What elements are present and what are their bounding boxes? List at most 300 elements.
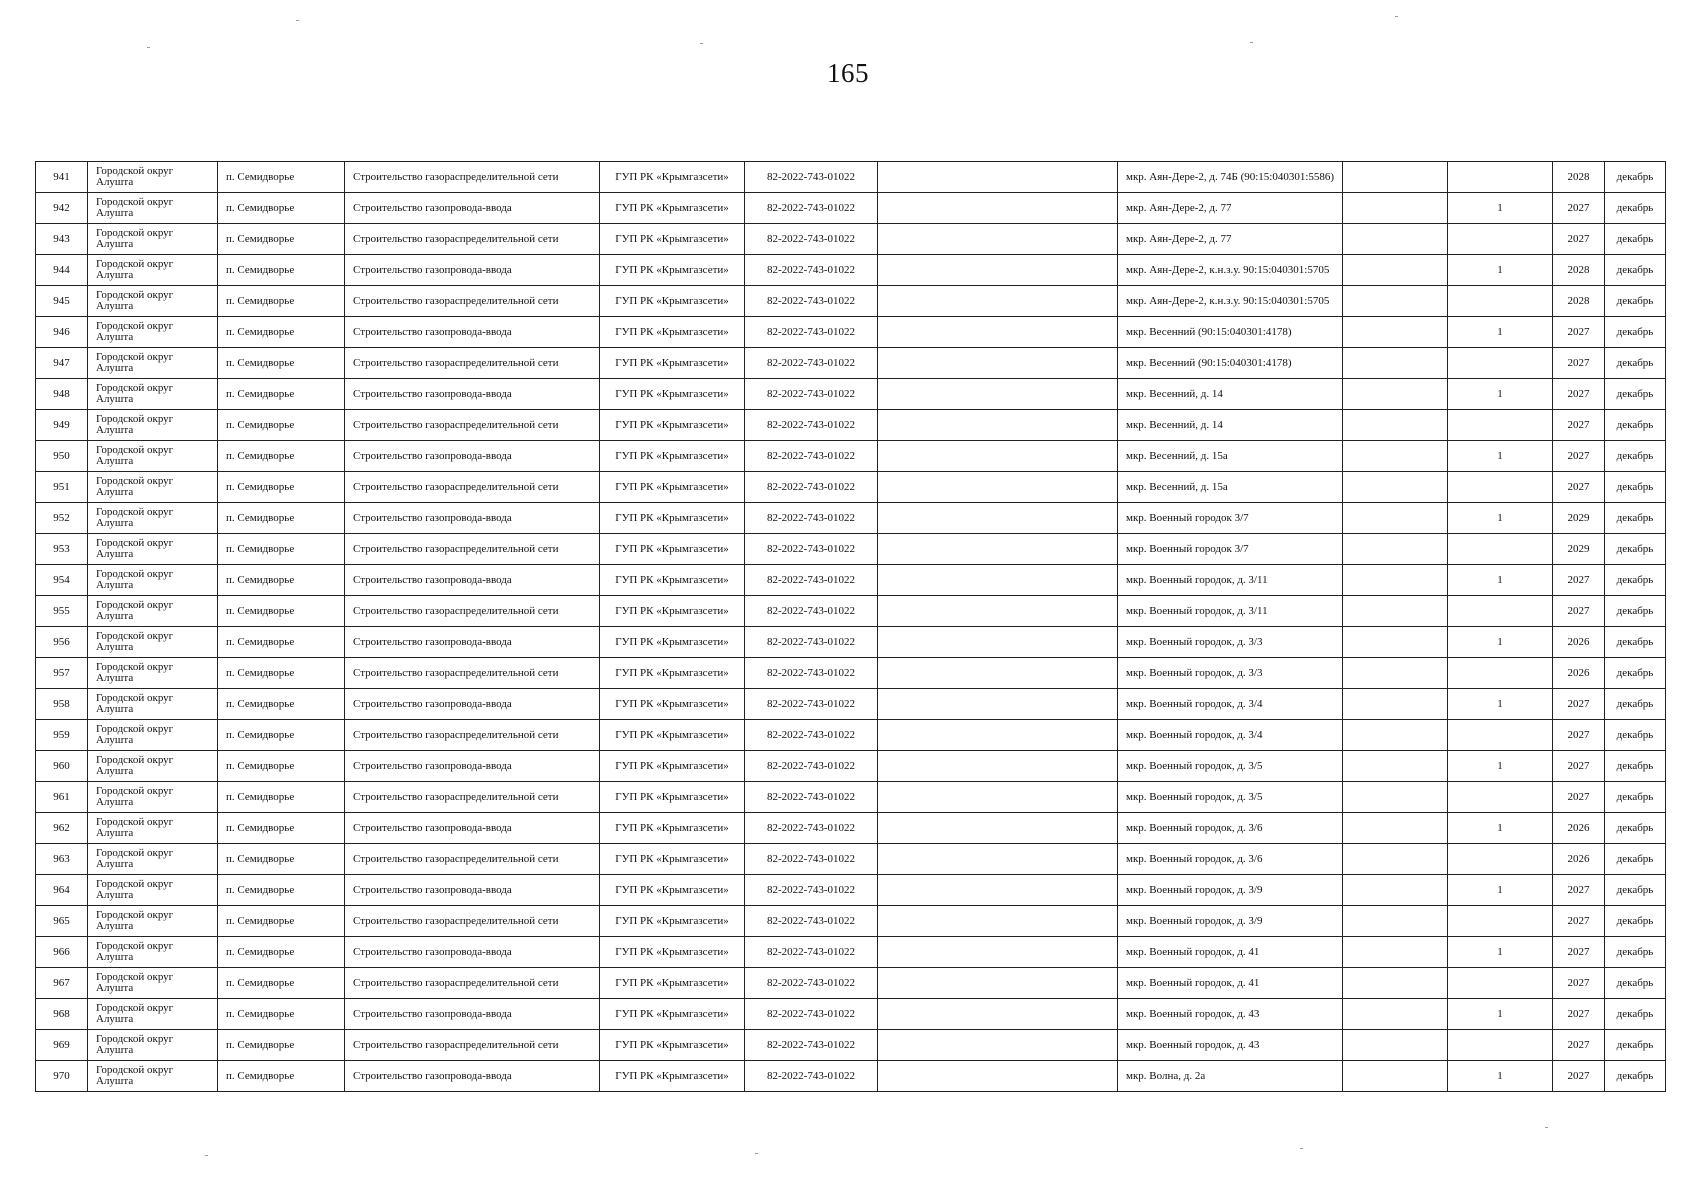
empty-cell bbox=[878, 968, 1118, 999]
address-cell: мкр. Военный городок, д. 3/6 bbox=[1118, 813, 1343, 844]
address-cell: мкр. Военный городок, д. 3/5 bbox=[1118, 751, 1343, 782]
empty-cell bbox=[878, 224, 1118, 255]
address-cell: мкр. Весенний (90:15:040301:4178) bbox=[1118, 317, 1343, 348]
register-table bbox=[35, 161, 1666, 1092]
table-row bbox=[36, 379, 1666, 410]
district-cell: Городской округ Алушта bbox=[88, 317, 218, 348]
address-cell: мкр. Военный городок, д. 3/3 bbox=[1118, 658, 1343, 689]
empty-cell bbox=[878, 162, 1118, 193]
organization-cell: ГУП РК «Крымгазсети» bbox=[600, 844, 745, 875]
program-code-cell: 82-2022-743-01022 bbox=[745, 472, 878, 503]
empty-cell bbox=[878, 193, 1118, 224]
work-type-cell: Строительство газораспределительной сети bbox=[345, 968, 600, 999]
month-cell: декабрь bbox=[1605, 937, 1666, 968]
year-cell: 2026 bbox=[1553, 627, 1605, 658]
row-number: 955 bbox=[36, 596, 88, 627]
empty-cell bbox=[878, 503, 1118, 534]
year-cell: 2029 bbox=[1553, 503, 1605, 534]
district-cell: Городской округ Алушта bbox=[88, 162, 218, 193]
organization-cell: ГУП РК «Крымгазсети» bbox=[600, 968, 745, 999]
district-cell: Городской округ Алушта bbox=[88, 534, 218, 565]
year-cell: 2027 bbox=[1553, 317, 1605, 348]
row-number: 946 bbox=[36, 317, 88, 348]
empty-cell bbox=[878, 317, 1118, 348]
settlement-cell: п. Семидворье bbox=[218, 162, 345, 193]
settlement-cell: п. Семидворье bbox=[218, 937, 345, 968]
organization-cell: ГУП РК «Крымгазсети» bbox=[600, 782, 745, 813]
district-cell: Городской округ Алушта bbox=[88, 286, 218, 317]
month-cell: декабрь bbox=[1605, 720, 1666, 751]
empty-cell bbox=[1343, 441, 1448, 472]
empty-cell bbox=[878, 596, 1118, 627]
address-cell: мкр. Военный городок, д. 41 bbox=[1118, 968, 1343, 999]
table-row bbox=[36, 999, 1666, 1030]
organization-cell: ГУП РК «Крымгазсети» bbox=[600, 255, 745, 286]
work-type-cell: Строительство газопровода-ввода bbox=[345, 255, 600, 286]
table-row bbox=[36, 875, 1666, 906]
settlement-cell: п. Семидворье bbox=[218, 286, 345, 317]
work-type-cell: Строительство газораспределительной сети bbox=[345, 162, 600, 193]
settlement-cell: п. Семидворье bbox=[218, 875, 345, 906]
address-cell: мкр. Военный городок, д. 3/4 bbox=[1118, 689, 1343, 720]
row-number: 956 bbox=[36, 627, 88, 658]
program-code-cell: 82-2022-743-01022 bbox=[745, 224, 878, 255]
program-code-cell: 82-2022-743-01022 bbox=[745, 286, 878, 317]
work-type-cell: Строительство газопровода-ввода bbox=[345, 441, 600, 472]
table-row bbox=[36, 968, 1666, 999]
address-cell: мкр. Военный городок, д. 3/6 bbox=[1118, 844, 1343, 875]
program-code-cell: 82-2022-743-01022 bbox=[745, 720, 878, 751]
scan-speck bbox=[147, 47, 150, 48]
month-cell: декабрь bbox=[1605, 999, 1666, 1030]
empty-cell bbox=[878, 751, 1118, 782]
count-cell bbox=[1448, 968, 1553, 999]
row-number: 961 bbox=[36, 782, 88, 813]
district-cell: Городской округ Алушта bbox=[88, 782, 218, 813]
work-type-cell: Строительство газораспределительной сети bbox=[345, 224, 600, 255]
count-cell bbox=[1448, 720, 1553, 751]
district-cell: Городской округ Алушта bbox=[88, 968, 218, 999]
year-cell: 2027 bbox=[1553, 410, 1605, 441]
year-cell: 2027 bbox=[1553, 1030, 1605, 1061]
address-cell: мкр. Военный городок, д. 3/4 bbox=[1118, 720, 1343, 751]
organization-cell: ГУП РК «Крымгазсети» bbox=[600, 317, 745, 348]
row-number: 963 bbox=[36, 844, 88, 875]
count-cell bbox=[1448, 844, 1553, 875]
organization-cell: ГУП РК «Крымгазсети» bbox=[600, 379, 745, 410]
settlement-cell: п. Семидворье bbox=[218, 410, 345, 441]
district-cell: Городской округ Алушта bbox=[88, 441, 218, 472]
row-number: 960 bbox=[36, 751, 88, 782]
count-cell bbox=[1448, 1030, 1553, 1061]
district-cell: Городской округ Алушта bbox=[88, 844, 218, 875]
settlement-cell: п. Семидворье bbox=[218, 658, 345, 689]
settlement-cell: п. Семидворье bbox=[218, 968, 345, 999]
empty-cell bbox=[878, 1030, 1118, 1061]
empty-cell bbox=[1343, 410, 1448, 441]
program-code-cell: 82-2022-743-01022 bbox=[745, 689, 878, 720]
year-cell: 2026 bbox=[1553, 658, 1605, 689]
work-type-cell: Строительство газораспределительной сети bbox=[345, 720, 600, 751]
month-cell: декабрь bbox=[1605, 968, 1666, 999]
count-cell: 1 bbox=[1448, 441, 1553, 472]
scan-speck bbox=[755, 1153, 758, 1154]
table-row bbox=[36, 410, 1666, 441]
work-type-cell: Строительство газораспределительной сети bbox=[345, 658, 600, 689]
address-cell: мкр. Аян-Дере-2, д. 77 bbox=[1118, 193, 1343, 224]
year-cell: 2027 bbox=[1553, 565, 1605, 596]
scan-speck bbox=[296, 20, 299, 21]
program-code-cell: 82-2022-743-01022 bbox=[745, 875, 878, 906]
program-code-cell: 82-2022-743-01022 bbox=[745, 813, 878, 844]
empty-cell bbox=[878, 720, 1118, 751]
address-cell: мкр. Военный городок 3/7 bbox=[1118, 534, 1343, 565]
work-type-cell: Строительство газопровода-ввода bbox=[345, 193, 600, 224]
table-row bbox=[36, 441, 1666, 472]
table-row bbox=[36, 534, 1666, 565]
page-number: 165 bbox=[827, 58, 869, 88]
organization-cell: ГУП РК «Крымгазсети» bbox=[600, 658, 745, 689]
month-cell: декабрь bbox=[1605, 844, 1666, 875]
month-cell: декабрь bbox=[1605, 627, 1666, 658]
empty-cell bbox=[1343, 689, 1448, 720]
row-number: 967 bbox=[36, 968, 88, 999]
month-cell: декабрь bbox=[1605, 689, 1666, 720]
empty-cell bbox=[1343, 565, 1448, 596]
district-cell: Городской округ Алушта bbox=[88, 937, 218, 968]
settlement-cell: п. Семидворье bbox=[218, 317, 345, 348]
empty-cell bbox=[878, 813, 1118, 844]
settlement-cell: п. Семидворье bbox=[218, 782, 345, 813]
settlement-cell: п. Семидворье bbox=[218, 906, 345, 937]
year-cell: 2026 bbox=[1553, 844, 1605, 875]
settlement-cell: п. Семидворье bbox=[218, 255, 345, 286]
row-number: 966 bbox=[36, 937, 88, 968]
table-row bbox=[36, 937, 1666, 968]
work-type-cell: Строительство газопровода-ввода bbox=[345, 751, 600, 782]
count-cell bbox=[1448, 906, 1553, 937]
address-cell: мкр. Весенний, д. 15а bbox=[1118, 441, 1343, 472]
count-cell bbox=[1448, 596, 1553, 627]
work-type-cell: Строительство газопровода-ввода bbox=[345, 503, 600, 534]
row-number: 969 bbox=[36, 1030, 88, 1061]
work-type-cell: Строительство газопровода-ввода bbox=[345, 317, 600, 348]
organization-cell: ГУП РК «Крымгазсети» bbox=[600, 472, 745, 503]
district-cell: Городской округ Алушта bbox=[88, 193, 218, 224]
scan-speck bbox=[205, 1155, 208, 1156]
organization-cell: ГУП РК «Крымгазсети» bbox=[600, 813, 745, 844]
count-cell bbox=[1448, 224, 1553, 255]
settlement-cell: п. Семидворье bbox=[218, 379, 345, 410]
count-cell bbox=[1448, 472, 1553, 503]
month-cell: декабрь bbox=[1605, 348, 1666, 379]
district-cell: Городской округ Алушта bbox=[88, 503, 218, 534]
table-row bbox=[36, 503, 1666, 534]
organization-cell: ГУП РК «Крымгазсети» bbox=[600, 1061, 745, 1092]
empty-cell bbox=[1343, 999, 1448, 1030]
month-cell: декабрь bbox=[1605, 441, 1666, 472]
organization-cell: ГУП РК «Крымгазсети» bbox=[600, 348, 745, 379]
empty-cell bbox=[878, 348, 1118, 379]
table-row bbox=[36, 596, 1666, 627]
work-type-cell: Строительство газопровода-ввода bbox=[345, 1061, 600, 1092]
count-cell: 1 bbox=[1448, 503, 1553, 534]
settlement-cell: п. Семидворье bbox=[218, 813, 345, 844]
count-cell: 1 bbox=[1448, 813, 1553, 844]
organization-cell: ГУП РК «Крымгазсети» bbox=[600, 689, 745, 720]
table-row bbox=[36, 565, 1666, 596]
work-type-cell: Строительство газораспределительной сети bbox=[345, 596, 600, 627]
address-cell: мкр. Весенний, д. 15а bbox=[1118, 472, 1343, 503]
program-code-cell: 82-2022-743-01022 bbox=[745, 162, 878, 193]
year-cell: 2028 bbox=[1553, 162, 1605, 193]
settlement-cell: п. Семидворье bbox=[218, 844, 345, 875]
row-number: 952 bbox=[36, 503, 88, 534]
table-row bbox=[36, 193, 1666, 224]
organization-cell: ГУП РК «Крымгазсети» bbox=[600, 875, 745, 906]
empty-cell bbox=[878, 658, 1118, 689]
district-cell: Городской округ Алушта bbox=[88, 255, 218, 286]
organization-cell: ГУП РК «Крымгазсети» bbox=[600, 627, 745, 658]
table-row bbox=[36, 844, 1666, 875]
district-cell: Городской округ Алушта bbox=[88, 1061, 218, 1092]
settlement-cell: п. Семидворье bbox=[218, 348, 345, 379]
count-cell: 1 bbox=[1448, 565, 1553, 596]
row-number: 953 bbox=[36, 534, 88, 565]
organization-cell: ГУП РК «Крымгазсети» bbox=[600, 720, 745, 751]
month-cell: декабрь bbox=[1605, 1030, 1666, 1061]
table-row bbox=[36, 627, 1666, 658]
count-cell: 1 bbox=[1448, 255, 1553, 286]
table-row bbox=[36, 1030, 1666, 1061]
address-cell: мкр. Военный городок, д. 3/3 bbox=[1118, 627, 1343, 658]
program-code-cell: 82-2022-743-01022 bbox=[745, 441, 878, 472]
empty-cell bbox=[1343, 1030, 1448, 1061]
empty-cell bbox=[1343, 627, 1448, 658]
work-type-cell: Строительство газораспределительной сети bbox=[345, 906, 600, 937]
empty-cell bbox=[878, 906, 1118, 937]
empty-cell bbox=[1343, 720, 1448, 751]
month-cell: декабрь bbox=[1605, 751, 1666, 782]
row-number: 957 bbox=[36, 658, 88, 689]
year-cell: 2027 bbox=[1553, 720, 1605, 751]
row-number: 945 bbox=[36, 286, 88, 317]
table-row bbox=[36, 782, 1666, 813]
scan-speck bbox=[700, 43, 703, 44]
table-row bbox=[36, 162, 1666, 193]
district-cell: Городской округ Алушта bbox=[88, 565, 218, 596]
empty-cell bbox=[1343, 782, 1448, 813]
year-cell: 2027 bbox=[1553, 472, 1605, 503]
address-cell: мкр. Военный городок, д. 3/9 bbox=[1118, 906, 1343, 937]
month-cell: декабрь bbox=[1605, 906, 1666, 937]
program-code-cell: 82-2022-743-01022 bbox=[745, 255, 878, 286]
year-cell: 2027 bbox=[1553, 1061, 1605, 1092]
district-cell: Городской округ Алушта bbox=[88, 875, 218, 906]
empty-cell bbox=[1343, 224, 1448, 255]
table-row bbox=[36, 720, 1666, 751]
empty-cell bbox=[1343, 317, 1448, 348]
year-cell: 2027 bbox=[1553, 379, 1605, 410]
district-cell: Городской округ Алушта bbox=[88, 348, 218, 379]
empty-cell bbox=[1343, 751, 1448, 782]
empty-cell bbox=[1343, 937, 1448, 968]
year-cell: 2027 bbox=[1553, 689, 1605, 720]
table-row bbox=[36, 906, 1666, 937]
month-cell: декабрь bbox=[1605, 410, 1666, 441]
district-cell: Городской округ Алушта bbox=[88, 906, 218, 937]
address-cell: мкр. Военный городок 3/7 bbox=[1118, 503, 1343, 534]
year-cell: 2027 bbox=[1553, 224, 1605, 255]
empty-cell bbox=[878, 286, 1118, 317]
count-cell: 1 bbox=[1448, 627, 1553, 658]
work-type-cell: Строительство газораспределительной сети bbox=[345, 844, 600, 875]
organization-cell: ГУП РК «Крымгазсети» bbox=[600, 937, 745, 968]
organization-cell: ГУП РК «Крымгазсети» bbox=[600, 596, 745, 627]
empty-cell bbox=[878, 441, 1118, 472]
empty-cell bbox=[1343, 596, 1448, 627]
table-row bbox=[36, 751, 1666, 782]
program-code-cell: 82-2022-743-01022 bbox=[745, 503, 878, 534]
empty-cell bbox=[1343, 162, 1448, 193]
table-row bbox=[36, 224, 1666, 255]
district-cell: Городской округ Алушта bbox=[88, 1030, 218, 1061]
empty-cell bbox=[1343, 875, 1448, 906]
district-cell: Городской округ Алушта bbox=[88, 689, 218, 720]
month-cell: декабрь bbox=[1605, 224, 1666, 255]
year-cell: 2028 bbox=[1553, 286, 1605, 317]
address-cell: мкр. Военный городок, д. 43 bbox=[1118, 1030, 1343, 1061]
district-cell: Городской округ Алушта bbox=[88, 224, 218, 255]
row-number: 959 bbox=[36, 720, 88, 751]
program-code-cell: 82-2022-743-01022 bbox=[745, 1061, 878, 1092]
empty-cell bbox=[1343, 348, 1448, 379]
empty-cell bbox=[1343, 379, 1448, 410]
count-cell: 1 bbox=[1448, 1061, 1553, 1092]
program-code-cell: 82-2022-743-01022 bbox=[745, 937, 878, 968]
settlement-cell: п. Семидворье bbox=[218, 565, 345, 596]
row-number: 942 bbox=[36, 193, 88, 224]
row-number: 965 bbox=[36, 906, 88, 937]
work-type-cell: Строительство газораспределительной сети bbox=[345, 472, 600, 503]
address-cell: мкр. Аян-Дере-2, к.н.з.у. 90:15:040301:5705 bbox=[1118, 255, 1343, 286]
month-cell: декабрь bbox=[1605, 193, 1666, 224]
work-type-cell: Строительство газопровода-ввода bbox=[345, 565, 600, 596]
program-code-cell: 82-2022-743-01022 bbox=[745, 968, 878, 999]
count-cell bbox=[1448, 782, 1553, 813]
row-number: 964 bbox=[36, 875, 88, 906]
work-type-cell: Строительство газопровода-ввода bbox=[345, 379, 600, 410]
settlement-cell: п. Семидворье bbox=[218, 503, 345, 534]
month-cell: декабрь bbox=[1605, 503, 1666, 534]
empty-cell bbox=[1343, 813, 1448, 844]
row-number: 962 bbox=[36, 813, 88, 844]
count-cell: 1 bbox=[1448, 317, 1553, 348]
district-cell: Городской округ Алушта bbox=[88, 720, 218, 751]
month-cell: декабрь bbox=[1605, 286, 1666, 317]
organization-cell: ГУП РК «Крымгазсети» bbox=[600, 999, 745, 1030]
month-cell: декабрь bbox=[1605, 317, 1666, 348]
row-number: 944 bbox=[36, 255, 88, 286]
organization-cell: ГУП РК «Крымгазсети» bbox=[600, 1030, 745, 1061]
program-code-cell: 82-2022-743-01022 bbox=[745, 565, 878, 596]
program-code-cell: 82-2022-743-01022 bbox=[745, 534, 878, 565]
organization-cell: ГУП РК «Крымгазсети» bbox=[600, 410, 745, 441]
settlement-cell: п. Семидворье bbox=[218, 193, 345, 224]
district-cell: Городской округ Алушта bbox=[88, 751, 218, 782]
month-cell: декабрь bbox=[1605, 565, 1666, 596]
empty-cell bbox=[1343, 193, 1448, 224]
address-cell: мкр. Волна, д. 2а bbox=[1118, 1061, 1343, 1092]
work-type-cell: Строительство газораспределительной сети bbox=[345, 286, 600, 317]
address-cell: мкр. Весенний, д. 14 bbox=[1118, 379, 1343, 410]
month-cell: декабрь bbox=[1605, 472, 1666, 503]
month-cell: декабрь bbox=[1605, 596, 1666, 627]
program-code-cell: 82-2022-743-01022 bbox=[745, 658, 878, 689]
count-cell: 1 bbox=[1448, 193, 1553, 224]
empty-cell bbox=[878, 844, 1118, 875]
address-cell: мкр. Весенний, д. 14 bbox=[1118, 410, 1343, 441]
program-code-cell: 82-2022-743-01022 bbox=[745, 379, 878, 410]
scan-speck bbox=[1300, 1148, 1303, 1149]
district-cell: Городской округ Алушта bbox=[88, 379, 218, 410]
year-cell: 2027 bbox=[1553, 937, 1605, 968]
work-type-cell: Строительство газораспределительной сети bbox=[345, 348, 600, 379]
program-code-cell: 82-2022-743-01022 bbox=[745, 844, 878, 875]
table-row bbox=[36, 1061, 1666, 1092]
empty-cell bbox=[1343, 968, 1448, 999]
empty-cell bbox=[878, 627, 1118, 658]
address-cell: мкр. Аян-Дере-2, д. 74Б (90:15:040301:5586) bbox=[1118, 162, 1343, 193]
empty-cell bbox=[878, 782, 1118, 813]
address-cell: мкр. Весенний (90:15:040301:4178) bbox=[1118, 348, 1343, 379]
organization-cell: ГУП РК «Крымгазсети» bbox=[600, 193, 745, 224]
scan-speck bbox=[1545, 1127, 1548, 1128]
table-body bbox=[36, 162, 1666, 1092]
year-cell: 2027 bbox=[1553, 782, 1605, 813]
year-cell: 2027 bbox=[1553, 968, 1605, 999]
table-row bbox=[36, 689, 1666, 720]
work-type-cell: Строительство газораспределительной сети bbox=[345, 534, 600, 565]
program-code-cell: 82-2022-743-01022 bbox=[745, 193, 878, 224]
settlement-cell: п. Семидворье bbox=[218, 224, 345, 255]
month-cell: декабрь bbox=[1605, 813, 1666, 844]
row-number: 948 bbox=[36, 379, 88, 410]
work-type-cell: Строительство газопровода-ввода bbox=[345, 627, 600, 658]
settlement-cell: п. Семидворье bbox=[218, 472, 345, 503]
program-code-cell: 82-2022-743-01022 bbox=[745, 1030, 878, 1061]
work-type-cell: Строительство газопровода-ввода bbox=[345, 999, 600, 1030]
work-type-cell: Строительство газопровода-ввода bbox=[345, 937, 600, 968]
empty-cell bbox=[878, 875, 1118, 906]
month-cell: декабрь bbox=[1605, 782, 1666, 813]
empty-cell bbox=[878, 472, 1118, 503]
empty-cell bbox=[878, 999, 1118, 1030]
organization-cell: ГУП РК «Крымгазсети» bbox=[600, 286, 745, 317]
count-cell bbox=[1448, 348, 1553, 379]
address-cell: мкр. Военный городок, д. 41 bbox=[1118, 937, 1343, 968]
table-row bbox=[36, 255, 1666, 286]
settlement-cell: п. Семидворье bbox=[218, 441, 345, 472]
settlement-cell: п. Семидворье bbox=[218, 627, 345, 658]
empty-cell bbox=[1343, 503, 1448, 534]
program-code-cell: 82-2022-743-01022 bbox=[745, 317, 878, 348]
row-number: 951 bbox=[36, 472, 88, 503]
organization-cell: ГУП РК «Крымгазсети» bbox=[600, 534, 745, 565]
settlement-cell: п. Семидворье bbox=[218, 596, 345, 627]
program-code-cell: 82-2022-743-01022 bbox=[745, 627, 878, 658]
program-code-cell: 82-2022-743-01022 bbox=[745, 751, 878, 782]
